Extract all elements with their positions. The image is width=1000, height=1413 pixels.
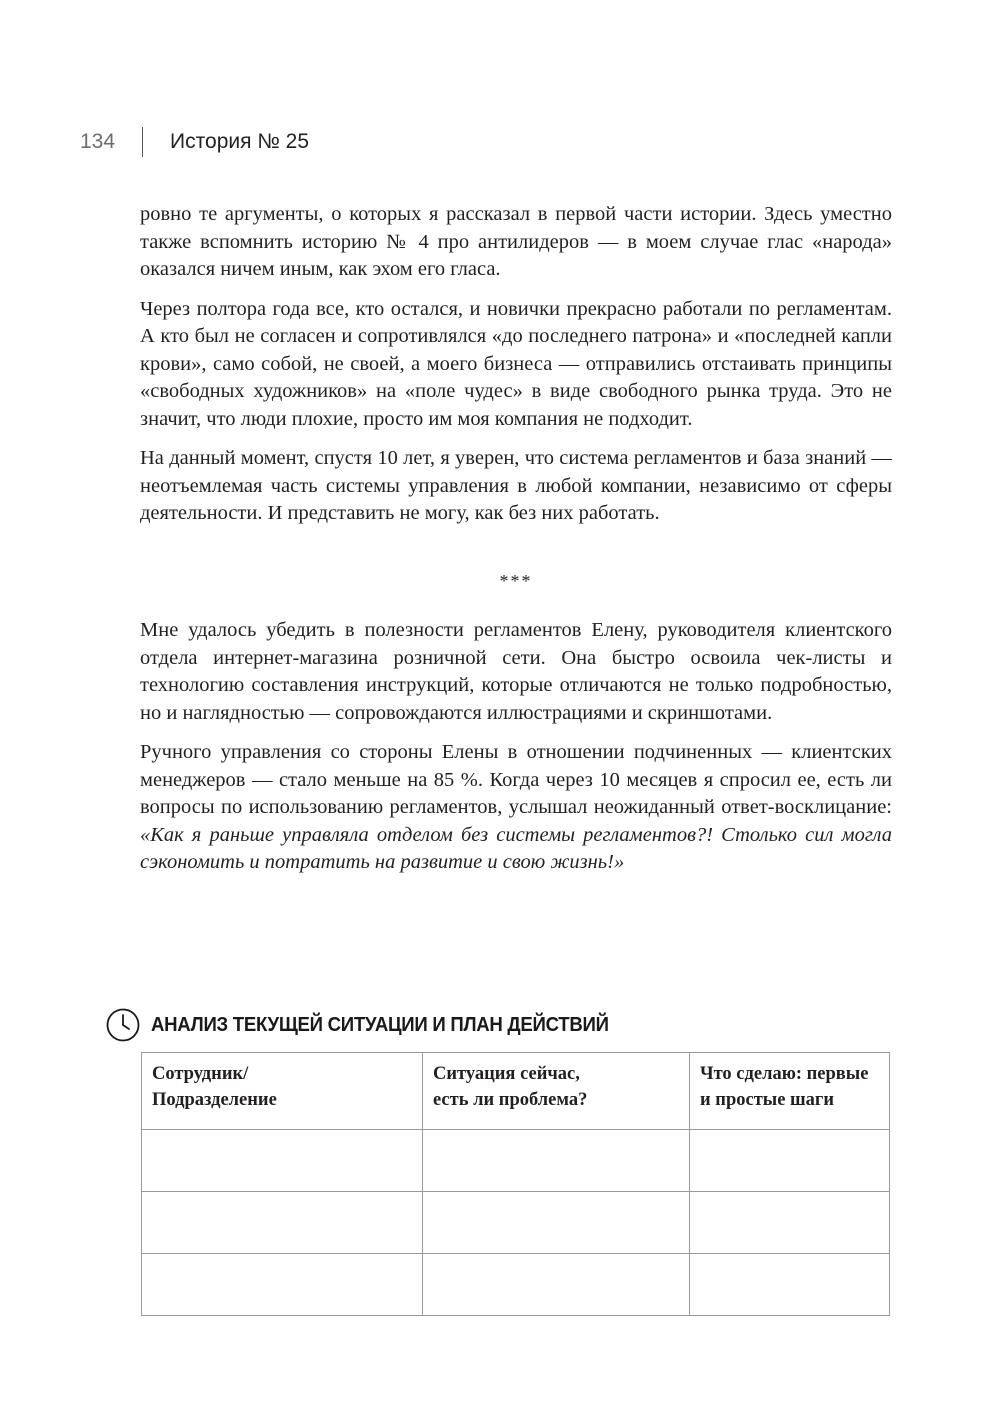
paragraph — [140, 739, 892, 877]
header-divider — [142, 127, 143, 157]
paragraph: Через полтора года все, кто остался, и новички прекрасно работали по регламентам. А кто был не согласен и сопротивлялся «до последнего патрона» и «последней капли крови», само собой, не своей, а моего бизнеса — отправились отстаивать принципы «свободных художников» на «поле чудес» в виде свободного рынка труда. Это не значит, что люди плохие, просто им моя компания не подходит. — [140, 297, 892, 430]
table-cell[interactable] — [423, 1130, 690, 1192]
table-cell[interactable] — [423, 1254, 690, 1316]
page-header — [80, 124, 309, 160]
section-title-text: АНАЛИЗ ТЕКУЩЕЙ СИТУАЦИИ И ПЛАН ДЕЙСТВИЙ — [151, 1013, 609, 1036]
header-line: Подразделение — [152, 1090, 277, 1110]
table-cell[interactable] — [423, 1192, 690, 1254]
header-steps — [690, 1053, 890, 1130]
paragraph: Мне удалось убедить в полезности регламентов Елену, руководителя клиентского отдела интернет-магазина розничной сети. Она быстро освоила чек-листы и технологию составления инструкций, которые отличаются не только подробностью, но и наглядностью — сопровождаются иллюстрациями и скриншотами. — [140, 619, 892, 724]
italic-quote: «Как я раньше управляла отделом без системы регламентов?! Столько сил могла сэкономить и потратить на развитие и свою жизнь!» — [140, 823, 892, 873]
section-separator: *** — [499, 570, 533, 591]
paragraph: На данный момент, спустя 10 лет, я уверен, что система регламентов и база знаний — неотъемлемая часть системы управления в любой компании, независимо от сферы деятельности. И представить не могу, как без них работать. — [140, 447, 892, 524]
running-head: История № 25 — [170, 130, 310, 153]
header-line: и простые шаги — [700, 1090, 834, 1110]
header-line: Ситуация сейчас, — [433, 1064, 580, 1084]
table-cell[interactable] — [690, 1130, 890, 1192]
table-cell[interactable] — [142, 1254, 423, 1316]
header-line: Сотрудник/ — [152, 1064, 249, 1084]
header-line: Что сделаю: первые — [700, 1064, 869, 1084]
paragraph: ровно те аргументы, о которых я рассказал в первой части истории. Здесь уместно также вспомнить историю № 4 про антилидеров — в моем случае глас «народа» оказался ничем иным, как эхом его гласа. — [140, 203, 892, 280]
header-situation — [423, 1053, 690, 1130]
table-cell[interactable] — [142, 1192, 423, 1254]
table-row — [142, 1192, 890, 1254]
table-cell[interactable] — [690, 1254, 890, 1316]
table-row — [142, 1254, 890, 1316]
action-plan-table — [141, 1052, 890, 1316]
table-cell[interactable] — [690, 1192, 890, 1254]
section-title — [106, 1006, 643, 1044]
header-line: есть ли проблема? — [433, 1090, 588, 1110]
table-header-row — [142, 1053, 890, 1130]
table-row — [142, 1130, 890, 1192]
header-employee — [142, 1053, 423, 1130]
body-text — [140, 201, 892, 889]
paragraph-text: Ручного управления со стороны Елены в отношении подчиненных — клиентских менеджеров — стало меньше на 85 %. Когда через 10 месяцев я спросил ее, есть ли вопросы по использованию регламентов, услышал неожиданный ответ-восклицание: — [140, 741, 892, 818]
page-number: 134 — [80, 130, 116, 153]
clock-icon — [106, 1008, 140, 1042]
table-cell[interactable] — [142, 1130, 423, 1192]
